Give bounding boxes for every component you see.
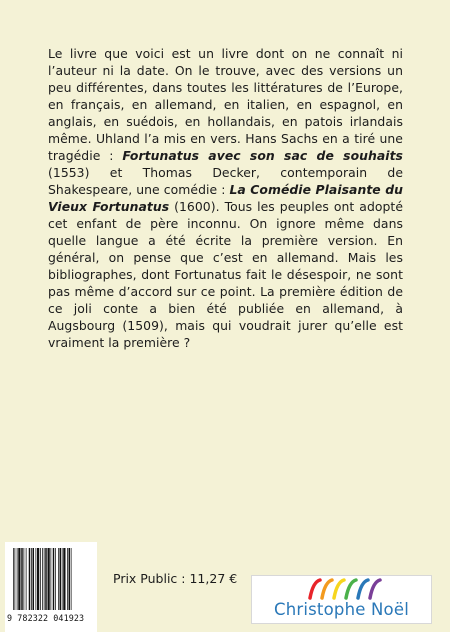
barcode-bars — [11, 548, 91, 614]
barcode-bar — [24, 548, 25, 610]
logo-stroke — [358, 580, 368, 598]
back-cover-blurb — [48, 45, 403, 351]
logo-stroke — [334, 580, 344, 598]
publisher-name: Christophe Noël — [273, 600, 409, 619]
barcode-bar — [48, 548, 50, 610]
publisher-color-marks — [252, 576, 431, 602]
barcode-bar — [71, 548, 72, 610]
publisher-logo — [251, 575, 432, 624]
barcode-bar — [44, 548, 45, 610]
isbn-number: 9 782322 041923 — [7, 613, 85, 623]
blurb-paragraph — [48, 45, 403, 351]
barcode-bar — [33, 548, 35, 610]
barcode-bar — [53, 548, 55, 610]
barcode-bar — [21, 548, 23, 610]
barcode-bar — [26, 548, 27, 610]
blurb-text-3: (1600). Tous les peuples ont adopté cet enfant de père inconnu. On ignore même dans quelle langue a été écrite la première version. En général, on pense que c’est en allemand. Mais les bibliographes, dont Fortunatus fait le désespoir, ne sont pas même d’accord sur ce point. La première édition de ce joli conte a bien été publiée en allemand, à Augsbourg (1509), mais qui voudrait jurer qu’elle est vraiment la première ? — [48, 199, 403, 350]
barcode-bar — [60, 548, 62, 610]
logo-stroke — [310, 580, 320, 598]
barcode-bar — [69, 548, 71, 610]
barcode-bar — [15, 548, 16, 610]
barcode-bar — [13, 548, 14, 610]
barcode-bar — [31, 548, 32, 610]
blurb-text-1: Le livre que voici est un livre dont on ne connaît ni l’auteur ni la date. On le trouve, avec des versions un peu différentes, dans toutes les littératures de l’Europe, en français, en allemand, en italien, en espagnol, en anglais, en suédois, en hollandais, en patois irlandais même. Uhland l’a mis en vers. Hans Sachs en a tiré une tragédie : — [48, 46, 403, 163]
barcode-bar — [36, 548, 37, 610]
barcode-bar — [58, 548, 59, 610]
barcode-bar — [67, 548, 68, 610]
logo-stroke — [322, 580, 332, 598]
barcode-bar — [18, 548, 20, 610]
logo-stroke — [346, 580, 356, 598]
blurb-text-2: (1553) et Thomas Decker, contemporain de Shakespeare, une comédie : — [48, 165, 403, 197]
barcode-bar — [45, 548, 47, 610]
barcode-bar — [42, 548, 43, 610]
barcode-bar — [62, 548, 63, 610]
price-label: Prix Public : — [113, 571, 186, 586]
price-line — [113, 571, 237, 586]
price-amount: 11,27 € — [189, 571, 238, 586]
barcode-bar — [37, 548, 39, 610]
barcode-bar — [51, 548, 52, 610]
blurb-title-2: La Comédie Plaisante du Vieux Fortunatus — [48, 182, 403, 214]
barcode-bar — [17, 548, 18, 610]
logo-stroke — [370, 580, 380, 598]
barcode-bar — [40, 548, 41, 610]
barcode-bar — [63, 548, 65, 610]
barcode-bar — [29, 548, 31, 610]
blurb-title-1: Fortunatus avec son sac de souhaits — [122, 148, 403, 163]
isbn-barcode — [5, 542, 97, 632]
barcode-bar — [55, 548, 56, 610]
